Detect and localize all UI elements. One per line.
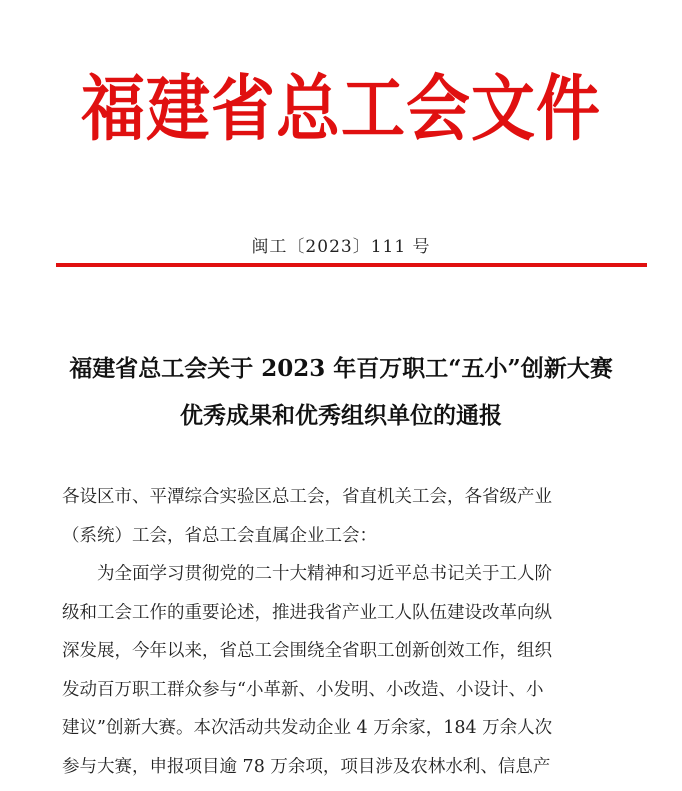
paragraph-line-4: 发动百万职工群众参与“小革新、小发明、小改造、小设计、小 xyxy=(62,679,544,700)
document-masthead: 福建省总工会文件 xyxy=(81,67,601,152)
paragraph-line-5: 建议”创新大赛。本次活动共发动企业 4 万余家，184 万余人次 xyxy=(62,718,553,738)
document-number: 闽工〔2023〕111 号 xyxy=(251,237,431,257)
paragraph-line-3: 深发展，今年以来，省总工会围绕全省职工创新创效工作，组织 xyxy=(62,641,552,661)
document-title-line-1: 福建省总工会关于 2023 年百万职工“五小”创新大赛 xyxy=(69,355,613,382)
paragraph-line-2: 级和工会工作的重要论述，推进我省产业工人队伍建设改革向纵 xyxy=(62,602,552,623)
addressee-line-2: （系统）工会，省总工会直属企业工会： xyxy=(62,525,377,546)
red-divider-line xyxy=(56,263,647,267)
document-body xyxy=(62,478,650,786)
paragraph-line-6: 参与大赛，申报项目逾 78 万余项，项目涉及农林水利、信息产 xyxy=(62,756,551,777)
paragraph-line-1: 为全面学习贯彻党的二十大精神和习近平总书记关于工人阶 xyxy=(97,564,552,584)
addressee-line-1: 各设区市、平潭综合实验区总工会，省直机关工会，各省级产业 xyxy=(62,487,552,507)
document-title-line-2: 优秀成果和优秀组织单位的通报 xyxy=(180,402,502,429)
